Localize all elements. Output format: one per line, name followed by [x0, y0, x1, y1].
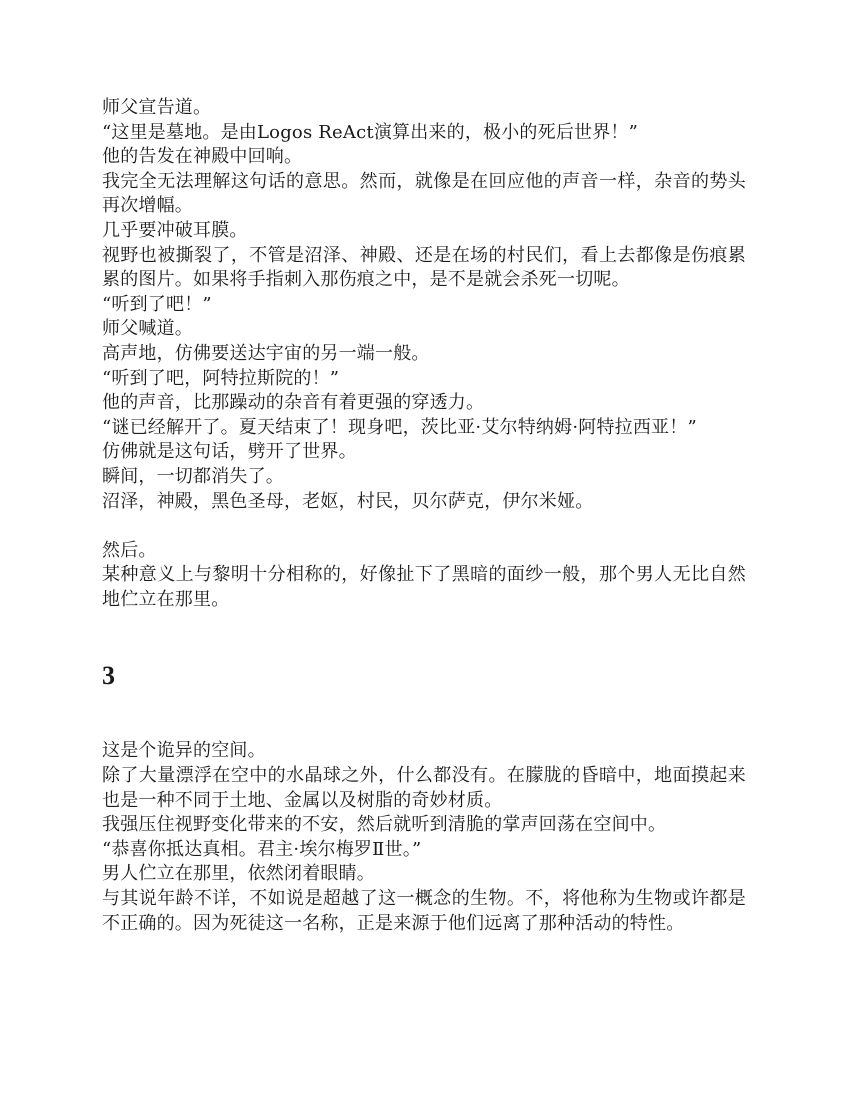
- paragraph: 这是个诡异的空间。: [102, 740, 266, 762]
- paragraph: 他的告发在神殿中回响。: [102, 146, 303, 168]
- paragraph: “这里是墓地。是由Logos ReAct演算出来的，极小的死后世界！”: [102, 121, 639, 143]
- section-two: [102, 739, 746, 936]
- paragraph: 某种意义上与黎明十分相称的，好像扯下了黑暗的面纱一般，那个男人无比自然地伫立在那里。: [102, 564, 746, 610]
- paragraph: 师父喊道。: [102, 318, 193, 340]
- paragraph: 高声地，仿佛要送达宇宙的另一端一般。: [102, 342, 430, 364]
- paragraph: 男人伫立在那里，依然闭着眼睛。: [102, 863, 375, 885]
- paragraph: 视野也被撕裂了，不管是沼泽、神殿、还是在场的村民们，看上去都像是伤痕累累的图片。如果将手指刺入那伤痕之中，是不是就会杀死一切呢。: [102, 244, 746, 291]
- section-heading: 3: [102, 661, 115, 691]
- section-spacer: [102, 691, 746, 739]
- paragraph: “听到了吧，阿特拉斯院的！”: [102, 367, 340, 389]
- paragraph: 我完全无法理解这句话的意思。然而，就像是在回应他的声音一样，杂音的势头再次增幅。: [102, 170, 746, 217]
- paragraph: 沼泽，神殿，黑色圣母，老妪，村民，贝尔萨克，伊尔米娅。: [102, 490, 594, 512]
- paragraph: 瞬间，一切都消失了。: [102, 465, 284, 487]
- paragraph: 与其说年龄不详，不如说是超越了这一概念的生物。不，将他称为生物或许都是不正确的。因为死徒这一名称，正是来源于他们远离了那种活动的特性。: [102, 888, 746, 934]
- paragraph: 除了大量漂浮在空中的水晶球之外，什么都没有。在朦胧的昏暗中，地面摸起来也是一种不同于土地、金属以及树脂的奇妙材质。: [102, 765, 746, 811]
- document-page: [102, 96, 746, 936]
- paragraph: “听到了吧！”: [102, 293, 212, 315]
- section-one: [102, 96, 746, 612]
- paragraph: 师父宣告道。: [102, 97, 212, 118]
- section-spacer: [102, 612, 746, 661]
- paragraph: 我强压住视野变化带来的不安，然后就听到清脆的掌声回荡在空间中。: [102, 814, 667, 836]
- paragraph: “谜已经解开了。夏天结束了！现身吧，茨比亚·艾尔特纳姆·阿特拉西亚！”: [102, 416, 697, 438]
- paragraph: 然后。: [102, 539, 157, 561]
- paragraph: “恭喜你抵达真相。君主·埃尔梅罗Ⅱ世。”: [102, 838, 422, 860]
- paragraph: 几乎要冲破耳膜。: [102, 219, 248, 241]
- paragraph-break: [102, 514, 746, 539]
- paragraph: 仿佛就是这句话，劈开了世界。: [102, 441, 357, 463]
- paragraph: 他的声音，比那躁动的杂音有着更强的穿透力。: [102, 392, 485, 414]
